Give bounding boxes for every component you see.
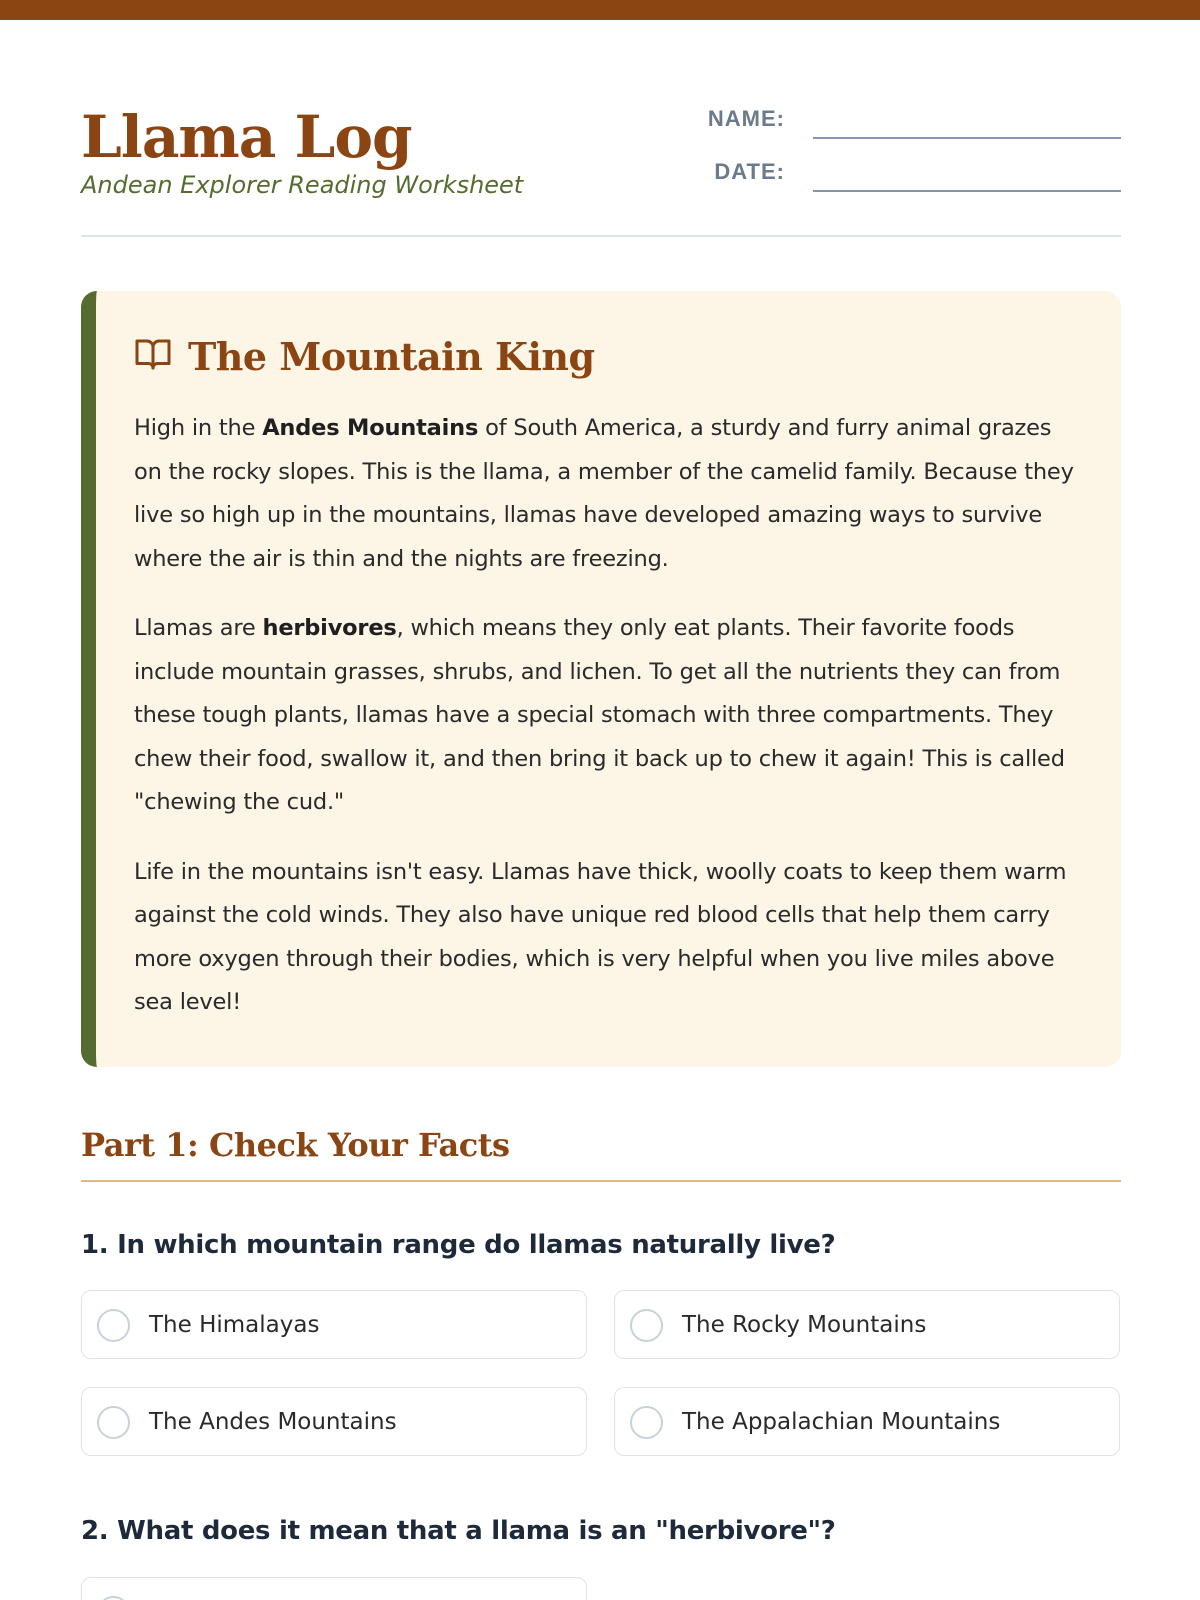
story-paragraph-1: High in the Andes Mountains of South America, a sturdy and furry animal grazes on the rocky slopes. This is the llama, a member of the camelid family. Because they live so high up in the mountains, llamas have developed amazing ways to survive where the air is thin and the nights are freezing. — [134, 415, 1074, 572]
radio-button[interactable] — [97, 1406, 130, 1439]
q2-option-1[interactable] — [81, 1577, 587, 1600]
book-open-icon — [134, 337, 188, 375]
q1-option-rocky-mountains[interactable] — [614, 1290, 1120, 1359]
name-field[interactable] — [693, 100, 1121, 140]
date-label: DATE: — [714, 159, 785, 184]
story-paragraph-3: Life in the mountains isn't easy. Llamas have thick, woolly coats to keep them warm against the cold winds. They also have unique red blood cells that help them carry more oxygen through their bodies, which is very helpful when you live miles above sea level! — [134, 858, 1067, 1015]
q1-option-andes-mountains[interactable] — [81, 1387, 587, 1456]
question-2: 2. What does it mean that a llama is an "herbivore"? — [81, 1516, 836, 1546]
worksheet-title: Llama Log — [81, 103, 412, 171]
name-label: NAME: — [707, 106, 785, 131]
option-label: The Andes Mountains — [149, 1409, 397, 1435]
worksheet-header — [81, 100, 1121, 237]
keyword-herbivores: herbivores — [262, 615, 397, 641]
q1-option-appalachian-mountains[interactable] — [614, 1387, 1120, 1456]
option-label: The Himalayas — [149, 1312, 320, 1338]
story-title-row — [134, 331, 1081, 381]
top-accent-bar — [0, 0, 1200, 20]
story-title: The Mountain King — [188, 333, 595, 379]
radio-button[interactable] — [97, 1309, 130, 1342]
date-input-line[interactable] — [813, 190, 1121, 192]
story-paragraph-2: Llamas are herbivores, which means they only eat plants. Their favorite foods include mountain grasses, shrubs, and lichen. To get all the nutrients they can from these tough plants, llamas have a special stomach with three compartments. They chew their food, swallow it, and then bring it back up to chew it again! This is called "chewing the cud." — [134, 615, 1065, 815]
radio-button[interactable] — [97, 1596, 130, 1600]
radio-button[interactable] — [630, 1309, 663, 1342]
question-1: 1. In which mountain range do llamas naturally live? — [81, 1230, 836, 1260]
worksheet-subtitle: Andean Explorer Reading Worksheet — [81, 171, 524, 199]
date-field[interactable] — [693, 153, 1121, 193]
name-input-line[interactable] — [813, 137, 1121, 139]
part-1-heading: Part 1: Check Your Facts — [81, 1120, 1121, 1182]
keyword-andes: Andes Mountains — [262, 415, 479, 441]
radio-button[interactable] — [630, 1406, 663, 1439]
story-card — [81, 291, 1121, 1067]
option-label: The Appalachian Mountains — [682, 1409, 1001, 1435]
q1-option-himalayas[interactable] — [81, 1290, 587, 1359]
option-label: The Rocky Mountains — [682, 1312, 927, 1338]
